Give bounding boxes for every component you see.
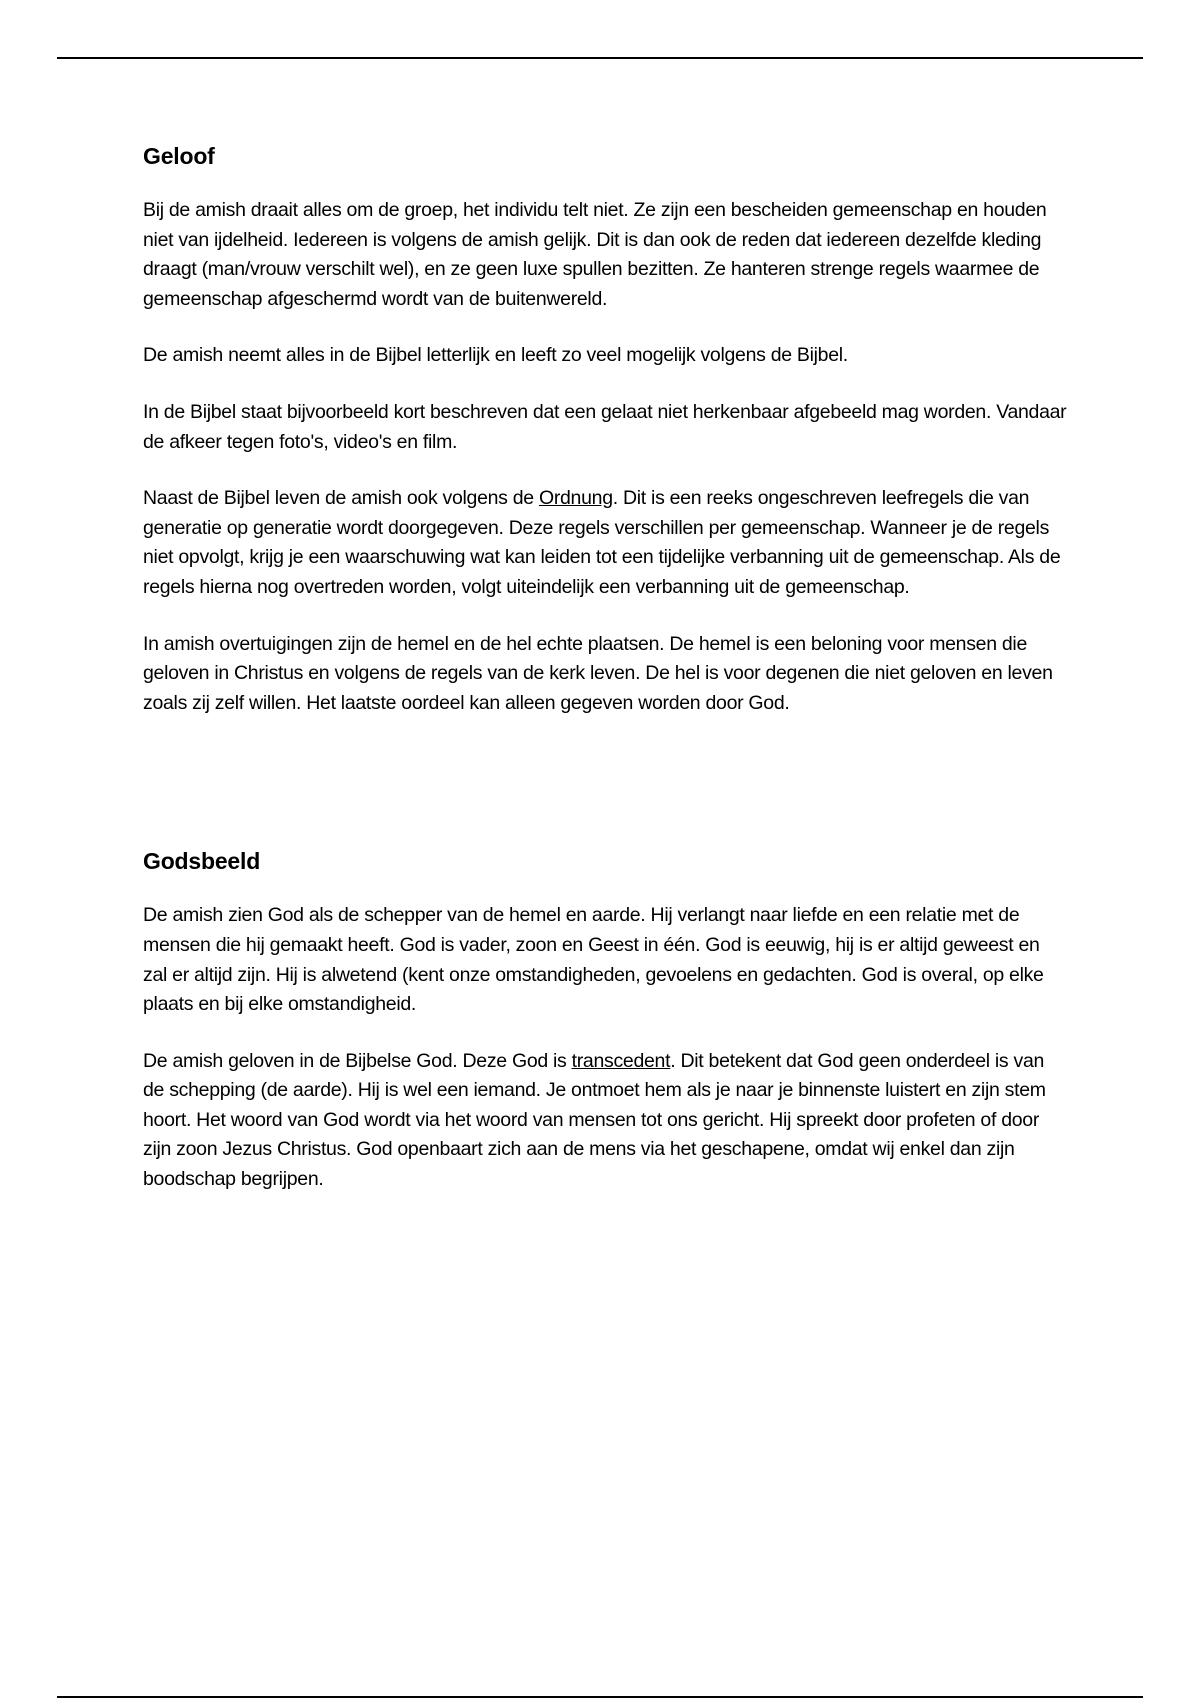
section-heading: Geloof bbox=[143, 143, 215, 169]
section-spacer bbox=[143, 745, 1068, 847]
paragraph: In amish overtuigingen zijn de hemel en de hel echte plaatsen. De hemel is een beloning voor mensen die geloven in Christus en volgens de regels van de kerk leven. De hel is voor degenen die niet geloven en leven zoals zij zelf willen. Het laatste oordeel kan alleen gegeven worden door God. bbox=[143, 632, 1053, 714]
paragraph: De amish zien God als de schepper van de hemel en aarde. Hij verlangt naar liefde en een relatie met de mensen die hij gemaakt heeft. God is vader, zoon en Geest in één. God is eeuwig, hij is er altijd geweest en zal er altijd zijn. Hij is alwetend (kent onze omstandigheden, gevoelens en gedachten. God is overal, op elke plaats en bij elke omstandigheid. bbox=[143, 904, 1044, 1016]
section-geloof bbox=[143, 142, 1068, 718]
paragraph bbox=[143, 1047, 1068, 1195]
paragraph: De amish neemt alles in de Bijbel letterlijk en leeft zo veel mogelijk volgens de Bijbel. bbox=[143, 344, 848, 367]
paragraph-text: . Dit betekent dat God geen onderdeel is van de schepping (de aarde). Hij is wel een iemand. Je ontmoet hem als je naar je binnenste luistert en zijn stem hoort. Het woord van God wordt via het woord van mensen tot ons gericht. Hij spreekt door profeten of door zijn zoon Jezus Christus. God openbaart zich aan de mens via het geschapene, omdat wij enkel dan zijn boodschap begrijpen. bbox=[143, 1049, 1046, 1191]
paragraph-text: . Dit is een reeks ongeschreven leefregels die van generatie op generatie wordt doorgegeven. Deze regels verschillen per gemeenschap. Wanneer je de regels niet opvolgt, krijg je een waarschuwing wat kan leiden tot een tijdelijke verbanning uit de gemeenschap. Als de regels hierna nog overtreden worden, volgt uiteindelijk een verbanning uit de gemeenschap. bbox=[143, 487, 1061, 598]
paragraph: Bij de amish draait alles om de groep, het individu telt niet. Ze zijn een bescheiden gemeenschap en houden niet van ijdelheid. Iedereen is volgens de amish gelijk. Dit is dan ook de reden dat iedereen dezelfde kleding draagt (man/vrouw verschilt wel), en ze geen luxe spullen bezitten. Ze hanteren strenge regels waarmee de gemeenschap afgeschermd wordt van de buitenwereld. bbox=[143, 199, 1047, 310]
document-page bbox=[143, 142, 1068, 1222]
paragraph bbox=[143, 484, 1068, 602]
section-heading: Godsbeeld bbox=[143, 848, 261, 875]
paragraph: In de Bijbel staat bijvoorbeeld kort beschreven dat een gelaat niet herkenbaar afgebeeld mag worden. Vandaar de afkeer tegen foto's, video's en film. bbox=[143, 400, 1067, 453]
header-rule bbox=[57, 57, 1143, 59]
transcedent-link[interactable]: transcedent bbox=[571, 1049, 671, 1072]
section-godsbeeld bbox=[143, 847, 1068, 1194]
ordnung-link[interactable]: Ordnung bbox=[538, 487, 613, 510]
paragraph-text: Naast de Bijbel leven de amish ook volgens de bbox=[143, 487, 539, 510]
paragraph-text: De amish geloven in de Bijbelse God. Deze God is bbox=[143, 1049, 572, 1072]
footer-rule bbox=[57, 1696, 1143, 1698]
